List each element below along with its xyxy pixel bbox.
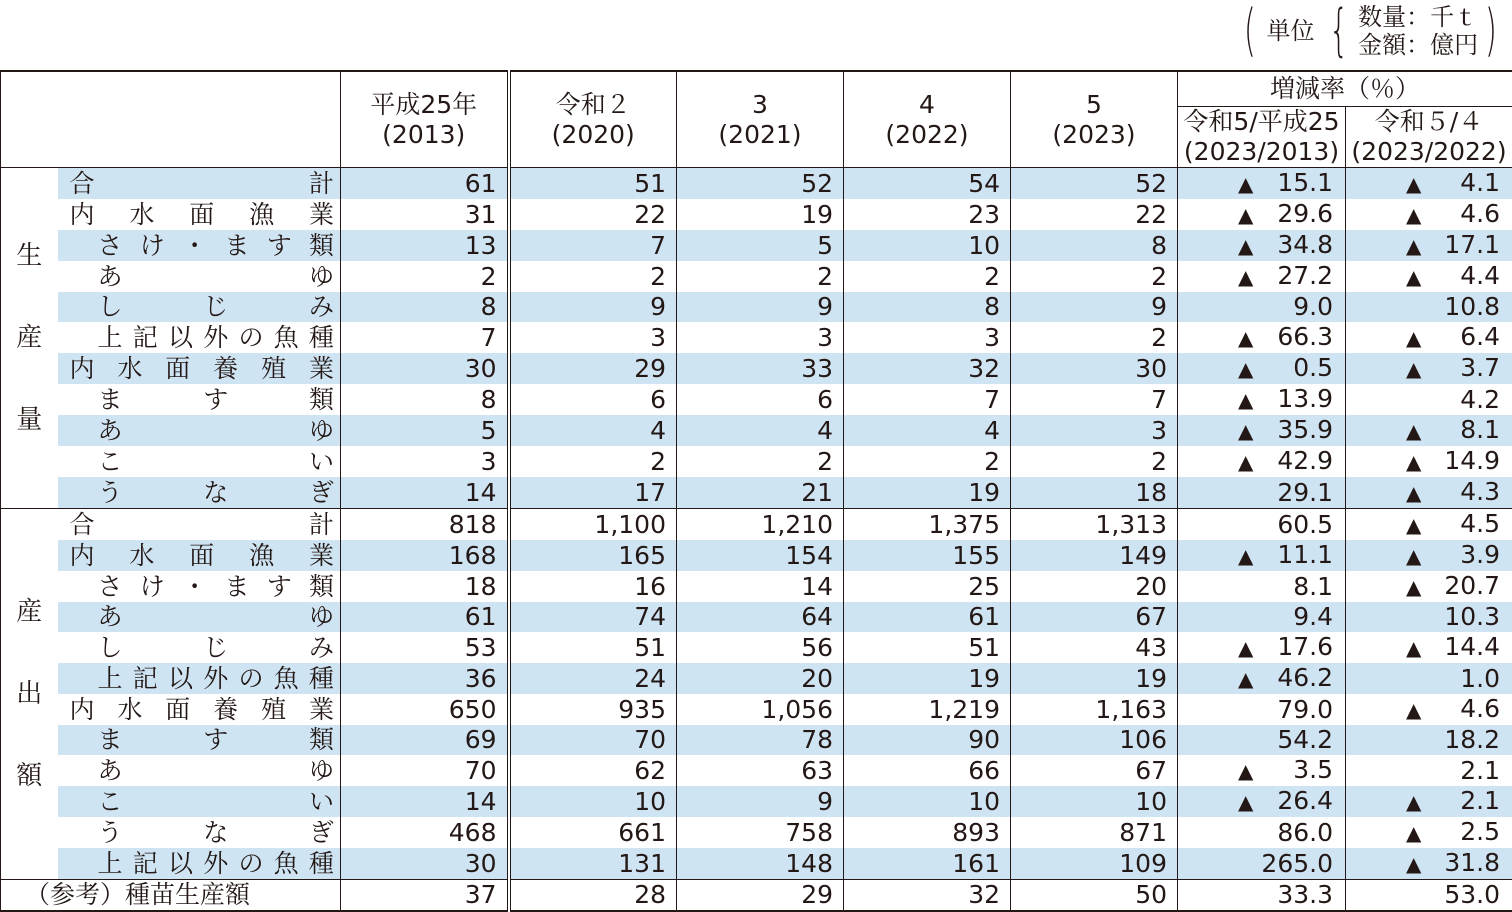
row-label-text: 上 記 以 外 の 魚 種 xyxy=(58,664,335,693)
rate-cell: 53.0 xyxy=(1346,879,1512,910)
value-cell: 4 xyxy=(844,415,1011,446)
decrease-marker-icon: ▲ xyxy=(1406,788,1421,817)
value-cell: 10 xyxy=(1011,786,1178,817)
value-cell: 1,375 xyxy=(844,508,1011,540)
value-cell: 7 xyxy=(844,384,1011,415)
header-year-2023: 5 (2023) xyxy=(1011,71,1178,168)
rate-cell: 18.2 xyxy=(1346,725,1512,755)
value-cell: 19 xyxy=(677,199,844,230)
row-label-text: あ ゆ xyxy=(58,602,335,631)
row-label xyxy=(58,571,341,602)
row-label-text: 合 計 xyxy=(58,510,335,539)
value-cell: 28 xyxy=(509,879,677,910)
rate-cell: 10.8 xyxy=(1346,292,1512,322)
value-cell: 23 xyxy=(844,199,1011,230)
value-cell: 14 xyxy=(341,477,509,509)
table-row xyxy=(1,199,1512,230)
row-label-text: あ ゆ xyxy=(58,262,335,291)
value-cell: 154 xyxy=(677,540,844,571)
rate-cell: ▲ 42.9 xyxy=(1178,446,1346,477)
value-cell: 56 xyxy=(677,632,844,663)
decrease-marker-icon: ▲ xyxy=(1238,263,1253,292)
row-label xyxy=(58,168,341,200)
value-cell: 53 xyxy=(341,632,509,663)
inner-brace: { xyxy=(1329,3,1349,59)
rate-cell: ▲ 13.9 xyxy=(1178,384,1346,415)
rate-cell: ▲ 35.9 xyxy=(1178,415,1346,446)
value-cell: 16 xyxy=(509,571,677,602)
decrease-marker-icon: ▲ xyxy=(1238,201,1253,230)
row-label xyxy=(58,199,341,230)
value-cell: 13 xyxy=(341,230,509,261)
header-rate: 増減率（％） xyxy=(1178,71,1512,107)
value-cell: 52 xyxy=(677,168,844,200)
rate-cell: 54.2 xyxy=(1178,725,1346,755)
decrease-marker-icon: ▲ xyxy=(1406,542,1421,571)
value-cell: 2 xyxy=(509,446,677,477)
row-label xyxy=(58,292,341,322)
value-cell: 7 xyxy=(1011,384,1178,415)
value-cell: 1,163 xyxy=(1011,694,1178,725)
decrease-marker-icon: ▲ xyxy=(1406,201,1421,230)
rate-cell: 9.4 xyxy=(1178,602,1346,632)
row-label xyxy=(58,725,341,755)
decrease-marker-icon: ▲ xyxy=(1238,665,1253,694)
value-cell: 3 xyxy=(341,446,509,477)
row-label xyxy=(58,322,341,353)
value-cell: 9 xyxy=(509,292,677,322)
value-cell: 1,056 xyxy=(677,694,844,725)
value-cell: 21 xyxy=(677,477,844,509)
value-cell: 6 xyxy=(509,384,677,415)
header-year-2022: 4 (2022) xyxy=(844,71,1011,168)
rate-cell: ▲ 4.6 xyxy=(1346,199,1512,230)
table-row xyxy=(1,415,1512,446)
value-cell: 650 xyxy=(341,694,509,725)
value-cell: 14 xyxy=(677,571,844,602)
decrease-marker-icon: ▲ xyxy=(1238,232,1253,261)
value-cell: 22 xyxy=(509,199,677,230)
value-cell: 2 xyxy=(677,261,844,292)
table-row xyxy=(1,477,1512,509)
value-cell: 52 xyxy=(1011,168,1178,200)
row-label-text: う な ぎ xyxy=(58,478,335,507)
header-corner xyxy=(1,71,341,168)
value-cell: 62 xyxy=(509,755,677,786)
value-cell: 66 xyxy=(844,755,1011,786)
value-cell: 33 xyxy=(677,353,844,384)
value-cell: 43 xyxy=(1011,632,1178,663)
value-cell: 3 xyxy=(844,322,1011,353)
value-cell: 17 xyxy=(509,477,677,509)
table-row xyxy=(1,602,1512,632)
row-label xyxy=(58,817,341,848)
rate-cell: ▲ 14.9 xyxy=(1346,446,1512,477)
decrease-marker-icon: ▲ xyxy=(1238,757,1253,786)
value-cell: 30 xyxy=(1011,353,1178,384)
table-row xyxy=(1,230,1512,261)
table-row xyxy=(1,632,1512,663)
value-cell: 61 xyxy=(341,602,509,632)
table-row xyxy=(1,168,1512,200)
rate-cell: 79.0 xyxy=(1178,694,1346,725)
header-year-2013: 平成25年 (2013) xyxy=(341,71,509,168)
value-cell: 90 xyxy=(844,725,1011,755)
rate-cell: 29.1 xyxy=(1178,477,1346,509)
table-row xyxy=(1,663,1512,694)
value-cell: 20 xyxy=(677,663,844,694)
row-label-text: 内 水 面 養 殖 業 xyxy=(58,354,335,383)
row-label xyxy=(58,353,341,384)
row-label xyxy=(58,786,341,817)
value-cell: 67 xyxy=(1011,755,1178,786)
value-cell: 24 xyxy=(509,663,677,694)
value-cell: 50 xyxy=(1011,879,1178,910)
header-year-2020: 令和２ (2020) xyxy=(509,71,677,168)
decrease-marker-icon: ▲ xyxy=(1238,788,1253,817)
rate-cell: ▲ 27.2 xyxy=(1178,261,1346,292)
value-cell: 51 xyxy=(509,632,677,663)
rate-cell: 2.1 xyxy=(1346,755,1512,786)
row-label-text: ま す 類 xyxy=(58,385,335,414)
decrease-marker-icon: ▲ xyxy=(1406,511,1421,540)
row-label-text: う な ぎ xyxy=(58,818,335,847)
table-row xyxy=(1,508,1512,540)
rate-cell: ▲ 15.1 xyxy=(1178,168,1346,200)
value-cell: 70 xyxy=(509,725,677,755)
value-cell: 22 xyxy=(1011,199,1178,230)
value-cell: 109 xyxy=(1011,848,1178,880)
value-cell: 29 xyxy=(677,879,844,910)
section-label: 生 産 量 xyxy=(1,168,58,509)
value-cell: 78 xyxy=(677,725,844,755)
row-label-text: 上 記 以 外 の 魚 種 xyxy=(58,323,335,352)
decrease-marker-icon: ▲ xyxy=(1238,417,1253,446)
value-cell: 871 xyxy=(1011,817,1178,848)
table-row xyxy=(1,786,1512,817)
unit-amount: 金額：億円 xyxy=(1358,31,1478,59)
rate-cell: ▲ 3.5 xyxy=(1178,755,1346,786)
rate-cell: ▲ 2.1 xyxy=(1346,786,1512,817)
rate-cell: ▲ 6.4 xyxy=(1346,322,1512,353)
value-cell: 67 xyxy=(1011,602,1178,632)
row-label xyxy=(58,540,341,571)
value-cell: 2 xyxy=(1011,261,1178,292)
value-cell: 20 xyxy=(1011,571,1178,602)
value-cell: 19 xyxy=(844,663,1011,694)
value-cell: 161 xyxy=(844,848,1011,880)
rate-cell: ▲ 31.8 xyxy=(1346,848,1512,880)
unit-label: 単位 xyxy=(1267,17,1315,45)
value-cell: 18 xyxy=(1011,477,1178,509)
value-cell: 18 xyxy=(341,571,509,602)
decrease-marker-icon: ▲ xyxy=(1406,170,1421,199)
value-cell: 661 xyxy=(509,817,677,848)
row-label-text: あ ゆ xyxy=(58,416,335,445)
unit-quantity: 数量：千ｔ xyxy=(1358,3,1478,31)
value-cell: 37 xyxy=(341,879,509,910)
table-row xyxy=(1,384,1512,415)
value-cell: 8 xyxy=(341,384,509,415)
row-label-text: ま す 類 xyxy=(58,725,335,754)
value-cell: 31 xyxy=(341,199,509,230)
value-cell: 149 xyxy=(1011,540,1178,571)
rate-cell: 265.0 xyxy=(1178,848,1346,880)
row-label xyxy=(58,848,341,880)
rate-cell: 33.3 xyxy=(1178,879,1346,910)
row-label xyxy=(58,694,341,725)
value-cell: 935 xyxy=(509,694,677,725)
value-cell: 74 xyxy=(509,602,677,632)
value-cell: 1,100 xyxy=(509,508,677,540)
value-cell: 2 xyxy=(341,261,509,292)
value-cell: 106 xyxy=(1011,725,1178,755)
value-cell: 54 xyxy=(844,168,1011,200)
value-cell: 148 xyxy=(677,848,844,880)
row-label xyxy=(58,261,341,292)
rate-cell: ▲ 3.7 xyxy=(1346,353,1512,384)
row-label-text: あ ゆ xyxy=(58,756,335,785)
rate-cell: ▲ 34.8 xyxy=(1178,230,1346,261)
value-cell: 8 xyxy=(341,292,509,322)
value-cell: 4 xyxy=(509,415,677,446)
rate-cell: ▲ 17.6 xyxy=(1178,632,1346,663)
reference-label: （参考）種苗生産額 xyxy=(1,879,341,910)
rate-cell: ▲ 0.5 xyxy=(1178,353,1346,384)
value-cell: 168 xyxy=(341,540,509,571)
value-cell: 10 xyxy=(509,786,677,817)
row-label xyxy=(58,230,341,261)
decrease-marker-icon: ▲ xyxy=(1238,386,1253,415)
value-cell: 32 xyxy=(844,879,1011,910)
row-label-text: さ け ・ ま す 類 xyxy=(58,572,335,601)
decrease-marker-icon: ▲ xyxy=(1406,324,1421,353)
row-label-text: し じ み xyxy=(58,292,335,321)
rate-cell: 10.3 xyxy=(1346,602,1512,632)
unit-values xyxy=(1358,3,1478,59)
decrease-marker-icon: ▲ xyxy=(1406,232,1421,261)
value-cell: 2 xyxy=(1011,446,1178,477)
rate-cell: 8.1 xyxy=(1178,571,1346,602)
decrease-marker-icon: ▲ xyxy=(1406,355,1421,384)
value-cell: 1,219 xyxy=(844,694,1011,725)
table-row xyxy=(1,261,1512,292)
value-cell: 3 xyxy=(1011,415,1178,446)
value-cell: 30 xyxy=(341,848,509,880)
rate-cell: ▲ 11.1 xyxy=(1178,540,1346,571)
rate-cell: 4.2 xyxy=(1346,384,1512,415)
decrease-marker-icon: ▲ xyxy=(1238,634,1253,663)
table-row xyxy=(1,446,1512,477)
value-cell: 155 xyxy=(844,540,1011,571)
row-label xyxy=(58,663,341,694)
value-cell: 8 xyxy=(844,292,1011,322)
row-label xyxy=(58,755,341,786)
value-cell: 5 xyxy=(341,415,509,446)
row-label-text: し じ み xyxy=(58,633,335,662)
row-label xyxy=(58,632,341,663)
value-cell: 1,313 xyxy=(1011,508,1178,540)
value-cell: 30 xyxy=(341,353,509,384)
decrease-marker-icon: ▲ xyxy=(1238,448,1253,477)
value-cell: 9 xyxy=(677,292,844,322)
row-label-text: こ い xyxy=(58,787,335,816)
value-cell: 9 xyxy=(677,786,844,817)
rate-cell: ▲ 26.4 xyxy=(1178,786,1346,817)
value-cell: 165 xyxy=(509,540,677,571)
rate-cell: ▲ 66.3 xyxy=(1178,322,1346,353)
value-cell: 2 xyxy=(677,446,844,477)
left-brace: ( xyxy=(1244,3,1256,59)
decrease-marker-icon: ▲ xyxy=(1238,355,1253,384)
decrease-marker-icon: ▲ xyxy=(1406,448,1421,477)
rate-cell: ▲ 4.1 xyxy=(1346,168,1512,200)
value-cell: 64 xyxy=(677,602,844,632)
value-cell: 8 xyxy=(1011,230,1178,261)
rate-cell: ▲ 2.5 xyxy=(1346,817,1512,848)
rate-cell: ▲ 4.3 xyxy=(1346,477,1512,509)
row-label xyxy=(58,415,341,446)
value-cell: 32 xyxy=(844,353,1011,384)
rate-cell: ▲ 29.6 xyxy=(1178,199,1346,230)
rate-cell: ▲ 8.1 xyxy=(1346,415,1512,446)
table-row xyxy=(1,755,1512,786)
section-label: 産 出 額 xyxy=(1,508,58,879)
header-rate-2023-2013: 令和5/平成25 (2023/2013) xyxy=(1178,107,1346,168)
value-cell: 4 xyxy=(677,415,844,446)
value-cell: 468 xyxy=(341,817,509,848)
rate-cell: ▲ 3.9 xyxy=(1346,540,1512,571)
rate-cell: 1.0 xyxy=(1346,663,1512,694)
table-row xyxy=(1,848,1512,880)
decrease-marker-icon: ▲ xyxy=(1406,263,1421,292)
value-cell: 6 xyxy=(677,384,844,415)
table-row xyxy=(1,353,1512,384)
row-label xyxy=(58,508,341,540)
decrease-marker-icon: ▲ xyxy=(1238,324,1253,353)
value-cell: 25 xyxy=(844,571,1011,602)
value-cell: 19 xyxy=(844,477,1011,509)
value-cell: 63 xyxy=(677,755,844,786)
value-cell: 3 xyxy=(509,322,677,353)
header-year-2021: 3 (2021) xyxy=(677,71,844,168)
rate-cell: ▲ 4.6 xyxy=(1346,694,1512,725)
rate-cell: 86.0 xyxy=(1178,817,1346,848)
decrease-marker-icon: ▲ xyxy=(1238,542,1253,571)
value-cell: 131 xyxy=(509,848,677,880)
decrease-marker-icon: ▲ xyxy=(1406,819,1421,848)
statistics-table xyxy=(0,70,1512,912)
row-label-text: 内 水 面 漁 業 xyxy=(58,200,335,229)
decrease-marker-icon: ▲ xyxy=(1406,850,1421,879)
row-label xyxy=(58,477,341,509)
value-cell: 758 xyxy=(677,817,844,848)
value-cell: 7 xyxy=(341,322,509,353)
value-cell: 70 xyxy=(341,755,509,786)
table-row xyxy=(1,571,1512,602)
rate-cell: ▲ 46.2 xyxy=(1178,663,1346,694)
row-label-text: 合 計 xyxy=(58,169,335,198)
unit-note xyxy=(1237,0,1504,62)
table-row xyxy=(1,694,1512,725)
value-cell: 818 xyxy=(341,508,509,540)
value-cell: 19 xyxy=(1011,663,1178,694)
decrease-marker-icon: ▲ xyxy=(1406,573,1421,602)
decrease-marker-icon: ▲ xyxy=(1406,696,1421,725)
value-cell: 36 xyxy=(341,663,509,694)
right-brace: ) xyxy=(1485,3,1497,59)
value-cell: 5 xyxy=(677,230,844,261)
value-cell: 7 xyxy=(509,230,677,261)
table-row xyxy=(1,817,1512,848)
decrease-marker-icon: ▲ xyxy=(1406,634,1421,663)
value-cell: 1,210 xyxy=(677,508,844,540)
row-label xyxy=(58,446,341,477)
rate-cell: 9.0 xyxy=(1178,292,1346,322)
value-cell: 51 xyxy=(509,168,677,200)
value-cell: 61 xyxy=(844,602,1011,632)
value-cell: 10 xyxy=(844,786,1011,817)
row-label xyxy=(58,602,341,632)
value-cell: 51 xyxy=(844,632,1011,663)
table-row xyxy=(1,322,1512,353)
table-row xyxy=(1,540,1512,571)
value-cell: 2 xyxy=(509,261,677,292)
decrease-marker-icon: ▲ xyxy=(1238,170,1253,199)
rate-cell: 60.5 xyxy=(1178,508,1346,540)
row-label-text: 内 水 面 漁 業 xyxy=(58,541,335,570)
table-row xyxy=(1,725,1512,755)
rate-cell: ▲ 4.5 xyxy=(1346,508,1512,540)
value-cell: 3 xyxy=(677,322,844,353)
reference-row xyxy=(1,879,1512,910)
value-cell: 61 xyxy=(341,168,509,200)
row-label-text: 内 水 面 養 殖 業 xyxy=(58,695,335,724)
value-cell: 14 xyxy=(341,786,509,817)
value-cell: 893 xyxy=(844,817,1011,848)
table-body xyxy=(1,168,1512,911)
row-label-text: こ い xyxy=(58,447,335,476)
row-label-text: 上 記 以 外 の 魚 種 xyxy=(58,849,335,878)
value-cell: 10 xyxy=(844,230,1011,261)
row-label-text: さ け ・ ま す 類 xyxy=(58,231,335,260)
decrease-marker-icon: ▲ xyxy=(1406,479,1421,508)
value-cell: 2 xyxy=(1011,322,1178,353)
table-row xyxy=(1,292,1512,322)
rate-cell: ▲ 20.7 xyxy=(1346,571,1512,602)
value-cell: 69 xyxy=(341,725,509,755)
rate-cell: ▲ 14.4 xyxy=(1346,632,1512,663)
value-cell: 2 xyxy=(844,446,1011,477)
rate-cell: ▲ 17.1 xyxy=(1346,230,1512,261)
value-cell: 29 xyxy=(509,353,677,384)
header-rate-2023-2022: 令和５/４ (2023/2022) xyxy=(1346,107,1512,168)
row-label xyxy=(58,384,341,415)
rate-cell: ▲ 4.4 xyxy=(1346,261,1512,292)
value-cell: 9 xyxy=(1011,292,1178,322)
decrease-marker-icon: ▲ xyxy=(1406,417,1421,446)
value-cell: 2 xyxy=(844,261,1011,292)
